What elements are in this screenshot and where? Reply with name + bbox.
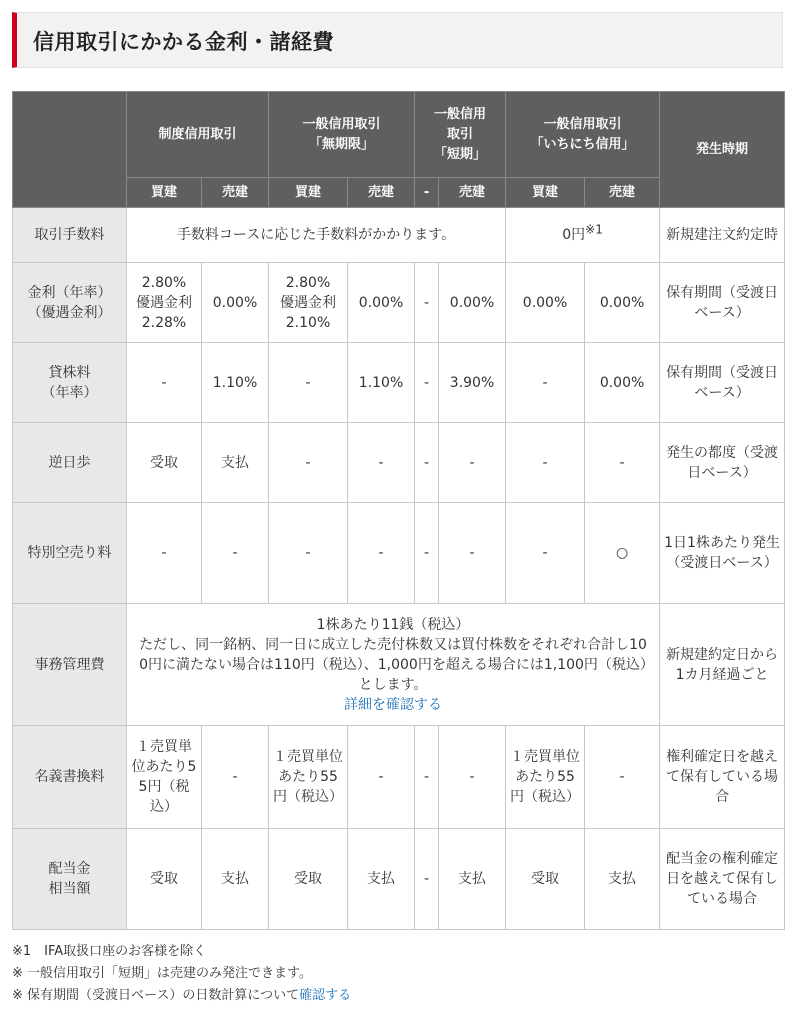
commission-zero-value: 0円 [562,227,586,243]
row-label-commission: 取引手数料 [13,208,127,263]
gyakuhibu-tanki-buy: - [415,423,439,503]
admin-fee-line2: ただし、同一銘柄、同一日に成立した売付株数又は買付株数をそれぞれ合計し100円に満たない場合は110円（税込）、1,000円を超える場合には1,100円（税込）とします。 [139,636,647,693]
section-title: 信用取引にかかる金利・諸経費 [33,30,334,54]
gyakuhibu-seido-buy: 受取 [127,423,202,503]
header-ichinichi [506,92,660,178]
special-ichinichi-buy: - [506,503,585,604]
interest-ichinichi-sell: 0.00% [585,263,660,343]
interest-seido-sell: 0.00% [202,263,269,343]
fees-table [12,91,785,930]
dividend-ichinichi-sell: 支払 [585,829,660,930]
transfer-seido-buy: １売買単位あたり55円（税込） [127,726,202,829]
header-tanki [415,92,506,178]
row-label-dividend [13,829,127,930]
gyakuhibu-seido-sell: 支払 [202,423,269,503]
footnote-3 [12,985,351,1007]
header-mukigen-sell: 売建 [348,178,415,208]
dividend-tanki-buy: - [415,829,439,930]
interest-mukigen-buy-rate: 2.80% [285,274,331,291]
transfer-timing: 権利確定日を越えて保有している場合 [660,726,785,829]
row-label-lending-fee [13,343,127,423]
interest-seido-buy-rate: 2.80% [141,274,187,291]
header-seido-buy: 買建 [127,178,202,208]
dividend-seido-sell: 支払 [202,829,269,930]
header-tanki-line1: 一般信用 [434,106,487,122]
lending-ichinichi-buy: - [506,343,585,423]
interest-seido-buy-pref-label: 優遇金利 [136,294,192,311]
row-label-interest-line2: （優遇金利） [27,304,112,321]
row-dividend [13,829,785,930]
interest-seido-buy [127,263,202,343]
special-tanki-buy: - [415,503,439,604]
row-admin-fee [13,604,785,726]
transfer-ichinichi-sell: - [585,726,660,829]
header-mukigen-line2: 「無期限」 [309,136,375,152]
dividend-ichinichi-buy: 受取 [506,829,585,930]
gyakuhibu-mukigen-sell: - [348,423,415,503]
row-transfer-fee [13,726,785,829]
special-mukigen-buy: - [269,503,348,604]
transfer-tanki-sell: - [439,726,506,829]
gyakuhibu-tanki-sell: - [439,423,506,503]
gyakuhibu-mukigen-buy: - [269,423,348,503]
special-seido-sell: - [202,503,269,604]
row-interest [13,263,785,343]
header-mukigen [269,92,415,178]
transfer-tanki-buy: - [415,726,439,829]
interest-ichinichi-buy: 0.00% [506,263,585,343]
gyakuhibu-timing: 発生の都度（受渡日ベース） [660,423,785,503]
header-row-groups [13,92,785,178]
interest-mukigen-buy-pref-label: 優遇金利 [280,294,337,311]
header-ichinichi-buy: 買建 [506,178,585,208]
row-label-gyakuhibu: 逆日歩 [13,423,127,503]
row-label-lending-line2: （年率） [41,384,98,401]
commission-note-mark: ※1 [585,222,603,237]
row-label-interest [13,263,127,343]
footnote-3-link[interactable]: 確認する [299,988,352,1003]
header-tanki-line3: 「短期」 [434,146,487,162]
row-lending-fee [13,343,785,423]
lending-seido-sell: 1.10% [202,343,269,423]
interest-mukigen-buy-pref-rate: 2.10% [285,314,331,331]
admin-fee-line1: 1株あたり11銭（税込） [316,616,470,633]
header-mukigen-buy: 買建 [269,178,348,208]
special-tanki-sell: - [439,503,506,604]
special-seido-buy: - [127,503,202,604]
row-commission [13,208,785,263]
row-label-admin-fee: 事務管理費 [13,604,127,726]
row-gyakuhibu [13,423,785,503]
special-ichinichi-sell: ○ [585,503,660,604]
transfer-mukigen-buy: １売買単位あたり55円（税込） [269,726,348,829]
commission-course-text: 手数料コースに応じた手数料がかかります。 [127,208,506,263]
header-mukigen-line1: 一般信用取引 [302,116,381,132]
commission-zero [506,208,660,263]
footnote-2: ※ 一般信用取引「短期」は売建のみ発注できます。 [12,966,312,981]
gyakuhibu-ichinichi-buy: - [506,423,585,503]
row-label-interest-line1: 金利（年率） [27,284,112,301]
admin-fee-detail [127,604,660,726]
interest-mukigen-sell: 0.00% [348,263,415,343]
interest-timing: 保有期間（受渡日ベース） [660,263,785,343]
lending-seido-buy: - [127,343,202,423]
footnotes [12,941,351,1007]
admin-fee-detail-link[interactable]: 詳細を確認する [344,696,443,713]
header-tanki-line2: 取引 [447,126,474,142]
dividend-mukigen-buy: 受取 [269,829,348,930]
dividend-seido-buy: 受取 [127,829,202,930]
footnote-1: ※1 IFA取扱口座のお客様を除く [12,944,207,959]
interest-tanki-buy: - [415,263,439,343]
lending-timing: 保有期間（受渡日ベース） [660,343,785,423]
header-occurrence: 発生時期 [660,92,785,208]
header-seido: 制度信用取引 [127,92,269,178]
header-tanki-sell: 売建 [439,178,506,208]
dividend-timing: 配当金の権利確定日を越えて保有している場合 [660,829,785,930]
dividend-tanki-sell: 支払 [439,829,506,930]
lending-mukigen-sell: 1.10% [348,343,415,423]
transfer-ichinichi-buy: １売買単位あたり55円（税込） [506,726,585,829]
section-title-bar [12,12,783,68]
row-label-dividend-line2: 相当額 [48,881,91,897]
row-special-short [13,503,785,604]
lending-tanki-sell: 3.90% [439,343,506,423]
header-ichinichi-line1: 一般信用取引 [543,116,622,132]
admin-fee-timing: 新規建約定日から1カ月経過ごと [660,604,785,726]
transfer-seido-sell: - [202,726,269,829]
interest-seido-buy-pref-rate: 2.28% [141,314,187,331]
header-ichinichi-line2: 「いちにち信用」 [530,136,635,152]
special-timing: 1日1株あたり発生（受渡日ベース） [660,503,785,604]
header-seido-sell: 売建 [202,178,269,208]
row-label-transfer-fee: 名義書換料 [13,726,127,829]
commission-timing: 新規建注文約定時 [660,208,785,263]
gyakuhibu-ichinichi-sell: - [585,423,660,503]
header-tanki-buy: - [415,178,439,208]
row-label-dividend-line1: 配当金 [48,861,91,877]
transfer-mukigen-sell: - [348,726,415,829]
interest-tanki-sell: 0.00% [439,263,506,343]
header-ichinichi-sell: 売建 [585,178,660,208]
lending-mukigen-buy: - [269,343,348,423]
interest-mukigen-buy [269,263,348,343]
lending-ichinichi-sell: 0.00% [585,343,660,423]
row-label-special-short: 特別空売り料 [13,503,127,604]
special-mukigen-sell: - [348,503,415,604]
row-label-lending-line1: 貸株料 [48,364,91,381]
footnote-3-text: ※ 保有期間（受渡日ベース）の日数計算について [12,988,300,1003]
header-corner [13,92,127,208]
dividend-mukigen-sell: 支払 [348,829,415,930]
lending-tanki-buy: - [415,343,439,423]
